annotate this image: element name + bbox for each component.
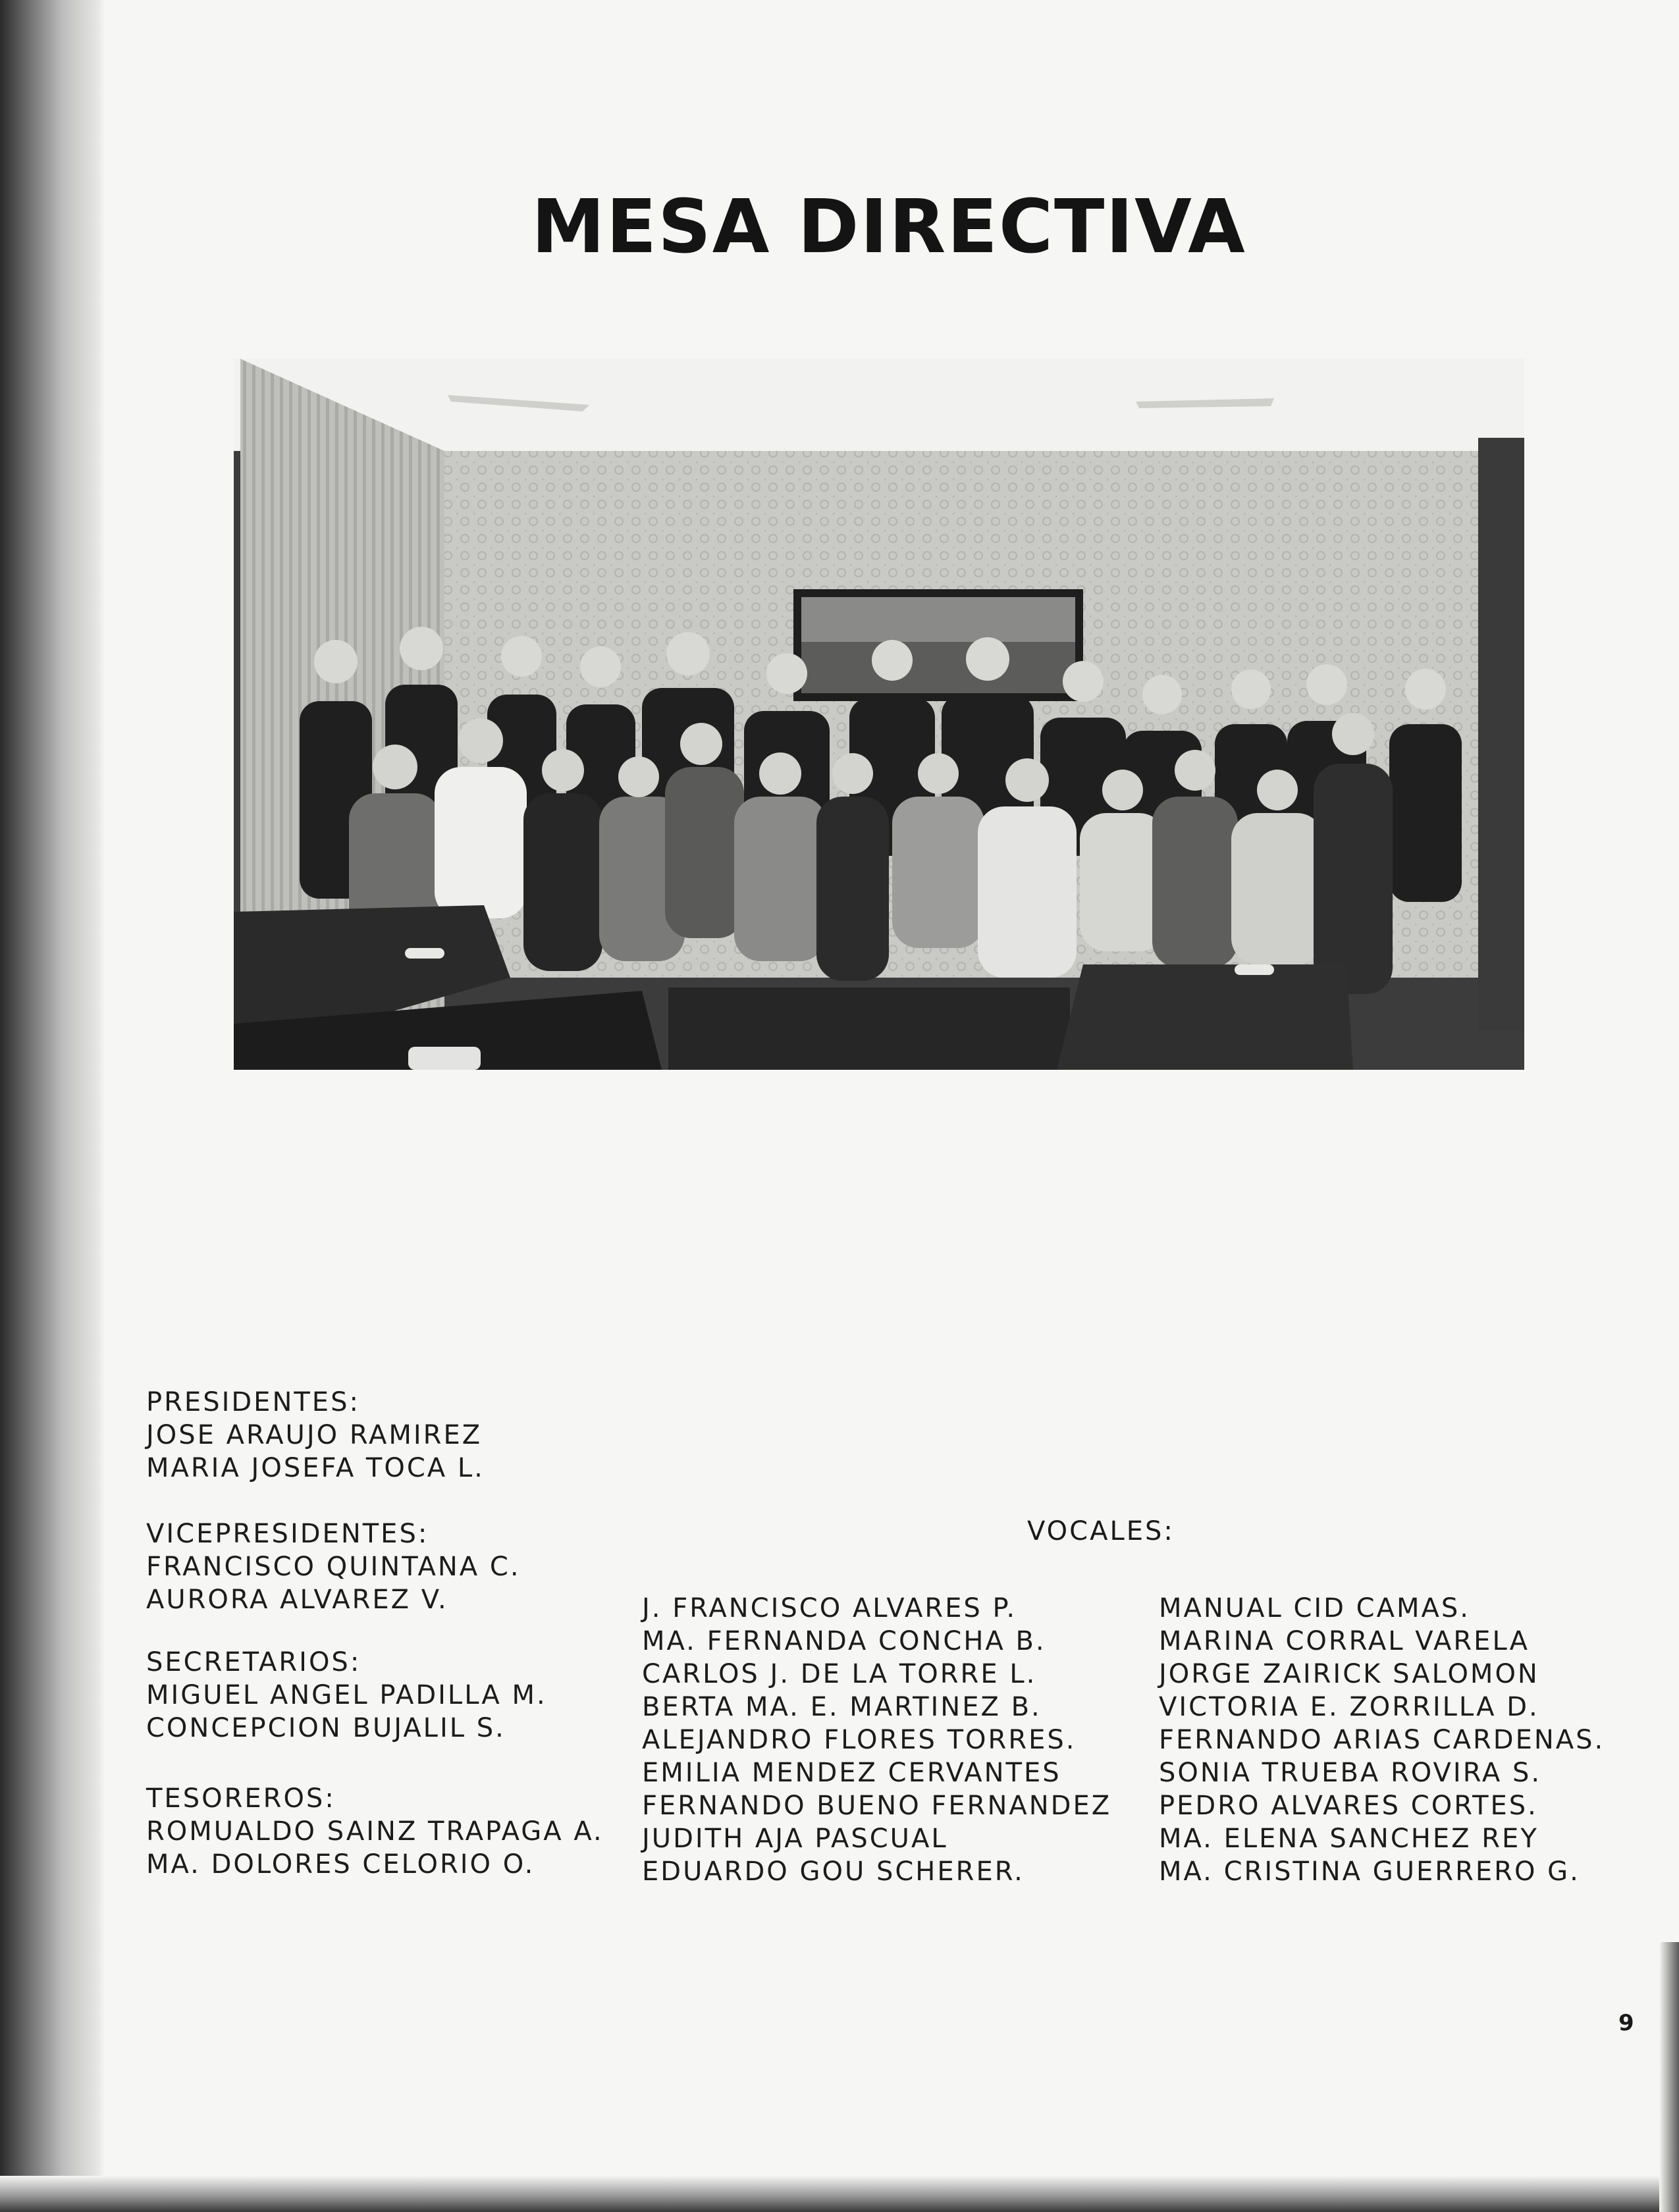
vocal-name: MARINA CORRAL VARELA: [1159, 1626, 1530, 1656]
page-title: MESA DIRECTIVA: [531, 184, 1246, 271]
vocal-name: FERNANDO ARIAS CARDENAS.: [1159, 1725, 1605, 1755]
vocal-name: J. FRANCISCO ALVARES P.: [642, 1593, 1017, 1623]
vocal-name: MA. ELENA SANCHEZ REY: [1159, 1824, 1539, 1854]
presidentes-heading: PRESIDENTES:: [146, 1387, 360, 1417]
vocales-column-1: [642, 1592, 1111, 1888]
vocal-name: VICTORIA E. ZORRILLA D.: [1159, 1692, 1539, 1722]
secretarios-heading: SECRETARIOS:: [146, 1647, 361, 1677]
tesoreros-heading: TESOREROS:: [146, 1783, 336, 1814]
book-spine-shadow: [0, 0, 105, 2212]
vocal-name: PEDRO ALVARES CORTES.: [1159, 1791, 1538, 1821]
secretario-name: MIGUEL ANGEL PADILLA M.: [146, 1680, 547, 1710]
vicepresidentes-section: [146, 1517, 521, 1616]
presidentes-section: [146, 1386, 485, 1485]
presidente-name: JOSE ARAUJO RAMIREZ: [146, 1420, 483, 1450]
tesoreros-section: [146, 1782, 604, 1881]
vicepresidente-name: FRANCISCO QUINTANA C.: [146, 1552, 521, 1582]
vocal-name: JUDITH AJA PASCUAL: [642, 1824, 948, 1854]
vocal-name: SONIA TRUEBA ROVIRA S.: [1159, 1758, 1542, 1788]
vocal-name: BERTA MA. E. MARTINEZ B.: [642, 1692, 1042, 1722]
vocal-name: MA. CRISTINA GUERRERO G.: [1159, 1856, 1580, 1887]
tesorero-name: MA. DOLORES CELORIO O.: [146, 1849, 535, 1880]
vocales-column-2: [1159, 1592, 1605, 1888]
group-photo-image: [234, 359, 1524, 1070]
secretarios-section: [146, 1646, 547, 1745]
vocal-name: MA. FERNANDA CONCHA B.: [642, 1626, 1046, 1656]
vocal-name: EDUARDO GOU SCHERER.: [642, 1856, 1025, 1887]
vocales-heading: VOCALES:: [1027, 1516, 1175, 1546]
page-number: 9: [1618, 2010, 1634, 2036]
secretario-name: CONCEPCION BUJALIL S.: [146, 1713, 506, 1743]
vicepresidentes-heading: VICEPRESIDENTES:: [146, 1519, 429, 1549]
vocal-name: ALEJANDRO FLORES TORRES.: [642, 1725, 1077, 1755]
vocal-name: FERNANDO BUENO FERNANDEZ: [642, 1791, 1112, 1821]
page-right-edge: [1659, 1942, 1679, 2212]
presidente-name: MARIA JOSEFA TOCA L.: [146, 1453, 485, 1483]
vocal-name: CARLOS J. DE LA TORRE L.: [642, 1659, 1037, 1689]
page-bottom-edge: [0, 2176, 1679, 2212]
group-photo: [234, 359, 1524, 1070]
vicepresidente-name: AURORA ALVAREZ V.: [146, 1585, 448, 1615]
vocal-name: JORGE ZAIRICK SALOMON: [1159, 1659, 1539, 1689]
tesorero-name: ROMUALDO SAINZ TRAPAGA A.: [146, 1816, 604, 1847]
vocal-name: EMILIA MENDEZ CERVANTES: [642, 1758, 1061, 1788]
vocal-name: MANUAL CID CAMAS.: [1159, 1593, 1470, 1623]
